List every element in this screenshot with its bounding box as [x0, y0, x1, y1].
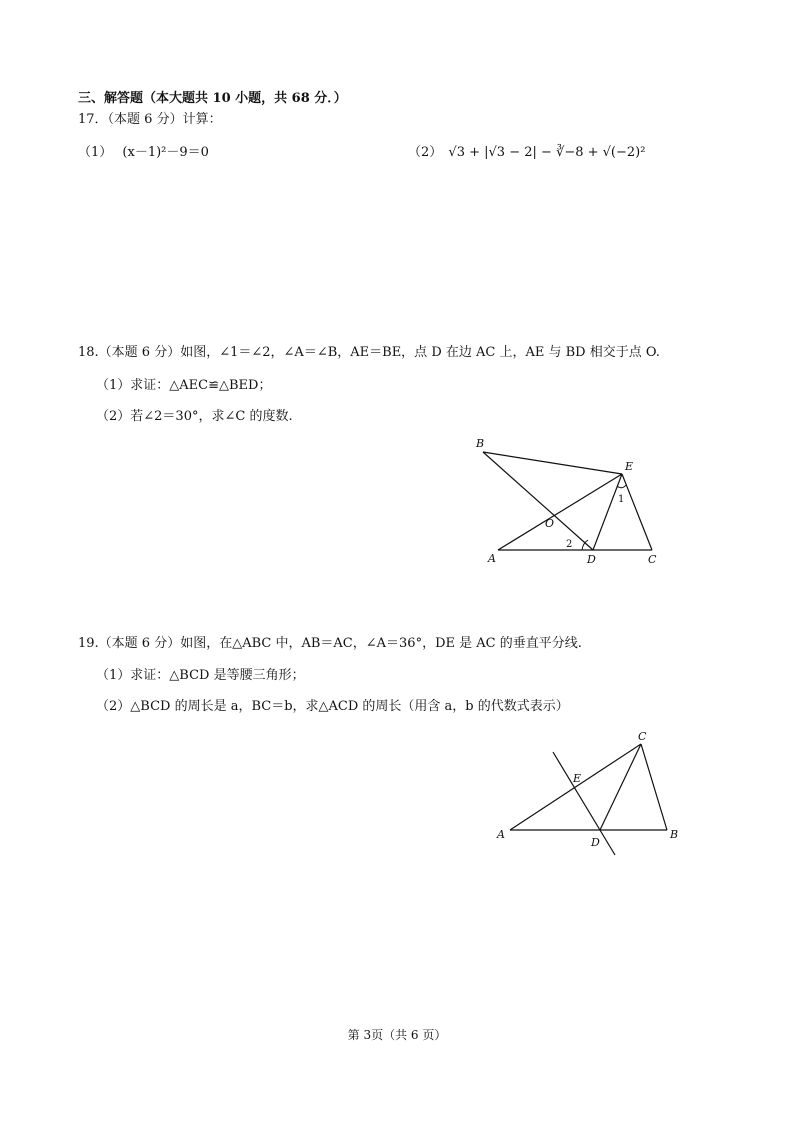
q19-segment-BC	[641, 744, 667, 830]
q18-label-D: D	[587, 553, 596, 566]
q17-header: 17．（本题 6 分）计算：	[78, 112, 222, 127]
q19-label-E: E	[573, 772, 582, 785]
section-heading: 三、解答题（本大题共 10 小题，共 68 分．）	[78, 91, 347, 106]
q18-label-O: O	[545, 517, 555, 530]
q19-header: 19.（本题 6 分）如图，在△ABC 中，AB＝AC，∠A＝36°，DE 是 AC 的垂直平分线.	[78, 636, 582, 651]
q18-label-C: C	[648, 553, 657, 566]
q18-angle1-arc	[617, 485, 626, 488]
q17-part2-label: （2）	[408, 145, 443, 160]
q18-figure	[460, 430, 690, 575]
q18-label-B: B	[476, 437, 485, 450]
q19-segment-AC	[510, 744, 641, 830]
q18-header: 18.（本题 6 分）如图，∠1＝∠2，∠A＝∠B，AE＝BE，点 D 在边 AC 上，AE 与 BD 相交于点 O.	[78, 345, 660, 360]
q19-label-D: D	[591, 836, 600, 849]
q18-label-angle1: 1	[618, 494, 625, 505]
page-footer: 第 3页（共 6 页）	[347, 1028, 447, 1042]
q17-part1-expression: (x－1)²－9＝0	[122, 145, 209, 160]
q17-part1-label: （1）	[78, 145, 113, 160]
q17-part1	[78, 144, 209, 162]
q18-segment-AE	[498, 474, 625, 550]
q19-figure	[490, 725, 690, 860]
q18-segment-EC	[622, 474, 652, 550]
q17-part2-expression: √3 + |√3 − 2| − ∛−8 + √(−2)²	[448, 145, 646, 160]
q18-segment-DE	[593, 474, 625, 550]
q18-part2: （2）若∠2＝30°，求∠C 的度数.	[96, 409, 293, 424]
q18-label-E: E	[625, 460, 634, 473]
q18-label-A: A	[488, 552, 496, 565]
q18-label-angle2: 2	[566, 539, 573, 550]
q18-part1: （1）求证：△AEC≌△BED；	[96, 378, 272, 393]
q19-part1: （1）求证：△BCD 是等腰三角形；	[96, 668, 305, 683]
q19-label-B: B	[670, 828, 679, 841]
q19-label-A: A	[497, 828, 505, 841]
q19-label-C: C	[638, 730, 647, 743]
q17-part2	[408, 144, 645, 162]
q19-part2: （2）△BCD 的周长是 a，BC＝b，求△ACD 的周长（用含 a，b 的代数式表示）	[96, 699, 569, 714]
